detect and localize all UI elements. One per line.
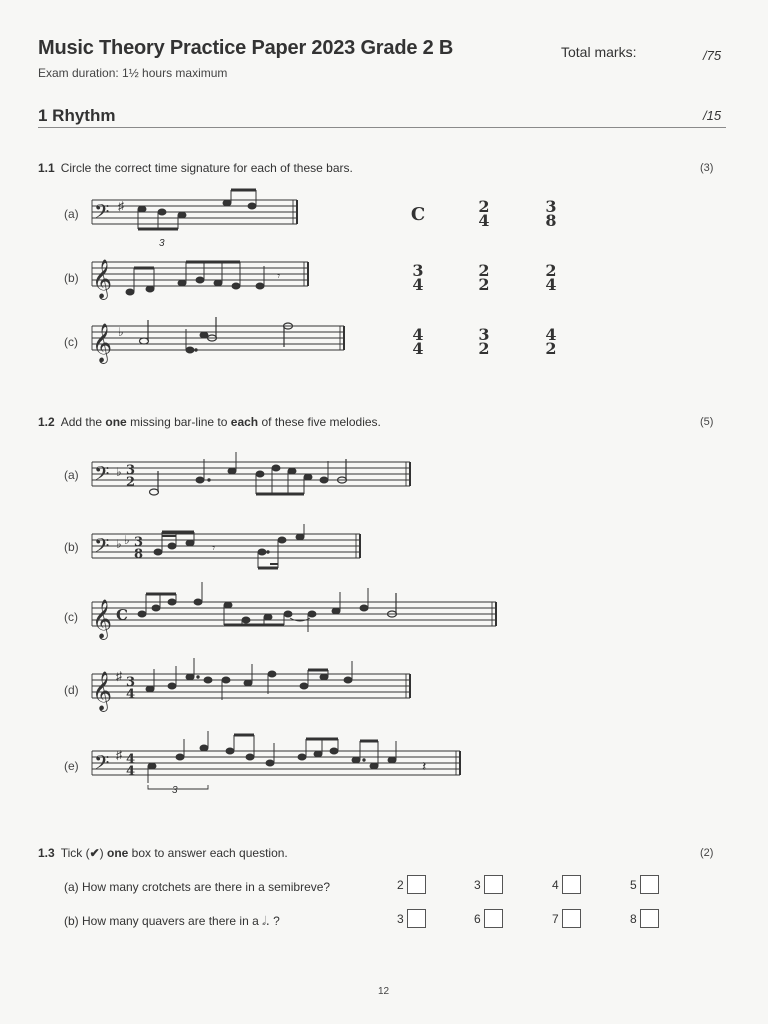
staff-1-1-b: [92, 256, 312, 306]
flat-icon: ♭: [116, 537, 122, 551]
options-row-a: [408, 197, 568, 240]
tick-question-b: (b) How many quavers are there in a 𝅗𝅥. ?: [64, 914, 280, 928]
bass-clef-icon: 𝄢: [94, 462, 110, 490]
tick-option[interactable]: 7: [552, 909, 581, 928]
checkbox[interactable]: [484, 875, 503, 894]
sharp-icon: ♯: [116, 669, 122, 683]
svg-text:𝄾: 𝄾: [277, 269, 281, 283]
treble-clef-icon: 𝄞: [92, 259, 113, 299]
tick-option[interactable]: 4: [552, 875, 581, 894]
time-sig-option[interactable]: 2 4: [545, 261, 557, 294]
section-max-marks: /15: [703, 108, 722, 123]
staff-1-1-c: [92, 320, 352, 370]
time-sig-top: 3: [126, 463, 136, 478]
tick-option[interactable]: 3: [397, 909, 426, 928]
tick-option[interactable]: 2: [397, 875, 426, 894]
question-marks: (3): [700, 162, 714, 174]
time-sig-option[interactable]: 2 2: [478, 261, 490, 294]
melody-label: (e): [64, 759, 79, 773]
question-text-bold: each: [230, 415, 259, 429]
checkbox[interactable]: [484, 909, 503, 928]
dotted-minim-icon: 𝅗𝅥.: [262, 914, 270, 928]
svg-text:𝄽: 𝄽: [422, 758, 427, 774]
time-sig-option[interactable]: 4 2: [545, 325, 557, 358]
section-title: 1 Rhythm: [38, 106, 116, 125]
melody-a-staff[interactable]: [92, 458, 412, 498]
time-sig-bottom: 4: [126, 764, 136, 779]
options-row-c: [408, 325, 568, 368]
time-sig-option[interactable]: 3 4: [412, 261, 424, 294]
staff-1-1-a: [92, 196, 302, 256]
paper-title: Music Theory Practice Paper 2023 Grade 2 B: [38, 37, 454, 59]
checkbox[interactable]: [640, 875, 659, 894]
total-marks-label: Total marks:: [561, 44, 637, 60]
time-sig-option[interactable]: C: [410, 204, 426, 225]
question-number: 1.2: [38, 415, 55, 429]
flat-icon: ♭: [124, 533, 130, 547]
question-text: of these five melodies.: [258, 415, 381, 429]
question-text: box to answer each question.: [128, 846, 288, 860]
options-row-b: [408, 261, 568, 304]
bass-clef-icon: 𝄢: [94, 200, 110, 228]
time-sig-top: 3: [126, 675, 136, 690]
checkbox[interactable]: [407, 875, 426, 894]
time-sig-bottom: 8: [134, 547, 144, 562]
melody-e-staff[interactable]: [92, 745, 472, 795]
time-sig-option[interactable]: 3 2: [478, 325, 490, 358]
time-sig-common: C: [116, 606, 128, 624]
question-marks: (5): [700, 416, 714, 428]
question-text: missing bar-line to: [126, 415, 231, 429]
question-marks: (2): [700, 847, 714, 859]
tick-option[interactable]: 6: [474, 909, 503, 928]
melody-label: (c): [64, 610, 78, 624]
melody-b-staff[interactable]: [92, 530, 372, 570]
tick-option[interactable]: 8: [630, 909, 659, 928]
melody-label: (d): [64, 683, 79, 697]
melody-d-staff[interactable]: [92, 668, 422, 713]
flat-icon: ♭: [116, 465, 122, 479]
melody-label: (b): [64, 540, 79, 554]
treble-clef-icon: 𝄞: [92, 599, 113, 639]
svg-text:𝄾: 𝄾: [212, 541, 216, 555]
checkbox[interactable]: [640, 909, 659, 928]
question-1-2: [38, 415, 381, 429]
triplet-mark: 3: [159, 238, 165, 249]
time-sig-top: 3: [134, 535, 144, 550]
melody-label: (a): [64, 468, 79, 482]
row-label: (c): [64, 335, 78, 349]
checkbox[interactable]: [407, 909, 426, 928]
bass-clef-icon: 𝄢: [94, 534, 110, 562]
question-1-1: [38, 161, 353, 175]
checkbox[interactable]: [562, 875, 581, 894]
question-text: Circle the correct time signature for each of these bars.: [60, 161, 353, 175]
tick-question-a: (a) How many crotchets are there in a semibreve?: [64, 880, 331, 894]
section-divider: [38, 127, 726, 128]
question-number: 1.3: [38, 846, 55, 860]
exam-duration: Exam duration: 1½ hours maximum: [38, 66, 228, 80]
question-text: ): [99, 846, 107, 860]
treble-clef-icon: 𝄞: [92, 671, 113, 711]
flat-icon: ♭: [118, 325, 124, 339]
question-1-3: [38, 846, 288, 860]
triplet-mark: 3: [172, 785, 178, 796]
time-sig-option[interactable]: 2 4: [478, 197, 490, 230]
sharp-icon: ♯: [118, 199, 124, 213]
page-number: 12: [378, 986, 390, 997]
sharp-icon: ♯: [116, 748, 122, 762]
time-sig-top: 4: [126, 752, 136, 767]
tick-option[interactable]: 3: [474, 875, 503, 894]
question-text: Tick (: [60, 846, 90, 860]
question-text-bold: one: [105, 415, 127, 429]
tick-icon: ✔: [89, 846, 100, 860]
row-label: (b): [64, 271, 79, 285]
tick-option[interactable]: 5: [630, 875, 659, 894]
time-sig-bottom: 4: [126, 687, 136, 702]
time-sig-bottom: 2: [126, 475, 136, 490]
question-text: Add the: [60, 415, 106, 429]
checkbox[interactable]: [562, 909, 581, 928]
question-number: 1.1: [38, 161, 55, 175]
row-label: (a): [64, 207, 79, 221]
time-sig-option[interactable]: 4 4: [412, 325, 424, 358]
question-text-bold: one: [106, 846, 129, 860]
total-marks-max: /75: [703, 48, 722, 63]
time-sig-option[interactable]: 3 8: [545, 197, 557, 230]
bass-clef-icon: 𝄢: [94, 751, 110, 779]
treble-clef-icon: 𝄞: [92, 323, 113, 363]
melody-c-staff[interactable]: [92, 596, 502, 641]
